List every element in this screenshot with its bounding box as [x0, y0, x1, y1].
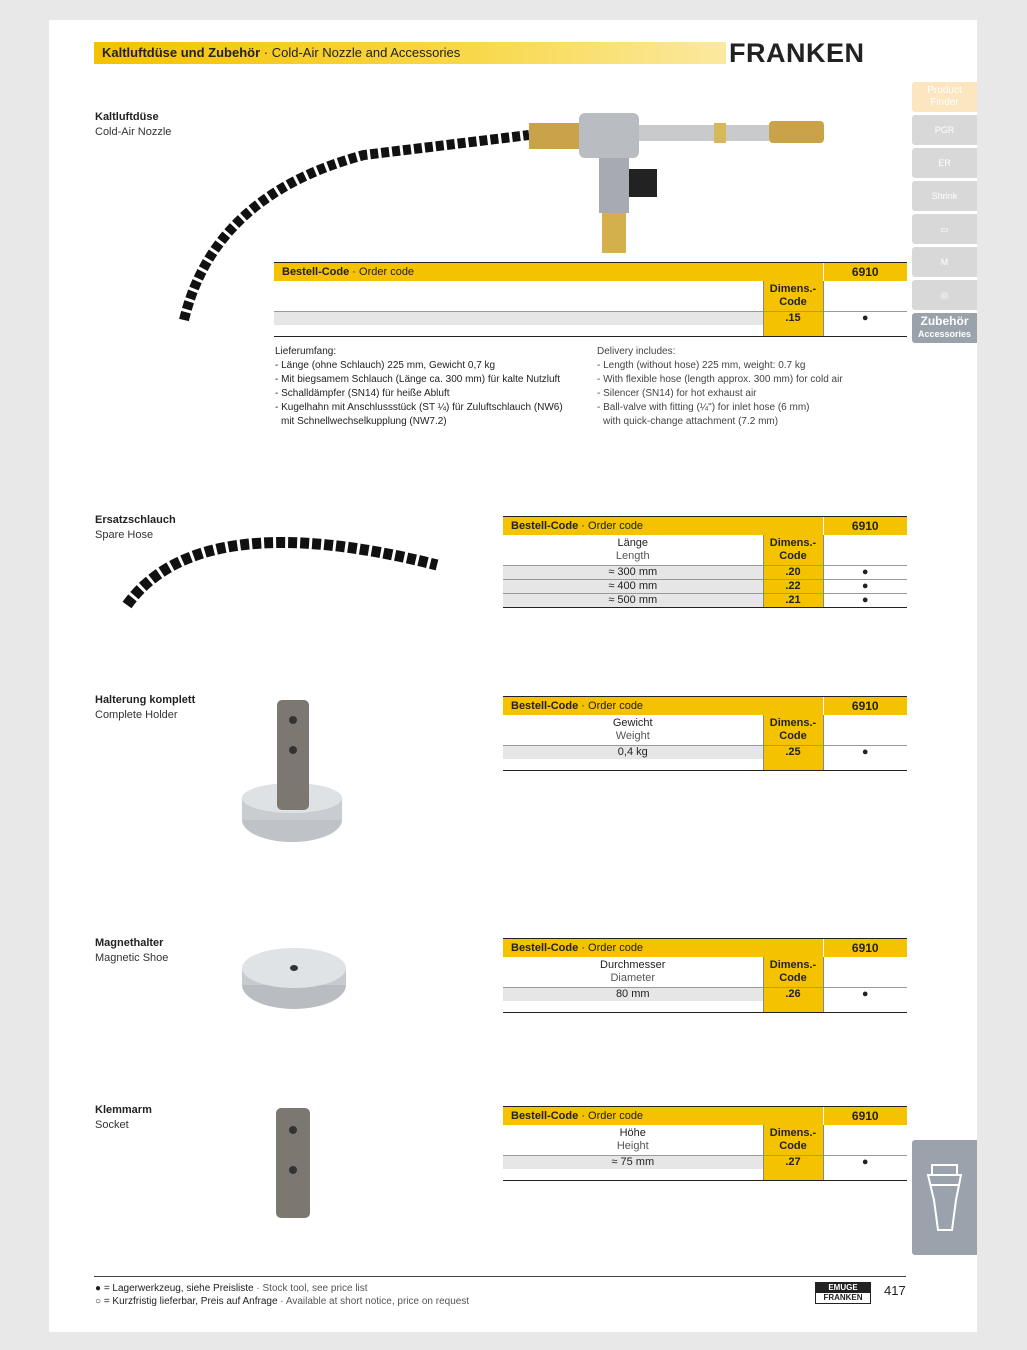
tab-accessories[interactable]: Zubehör Accessories — [912, 313, 977, 343]
footer-divider — [94, 1276, 906, 1277]
table-row: ≈ 300 mm .20 ● — [503, 565, 907, 579]
table-row: 80 mm .26 ● — [503, 987, 907, 1001]
page-header — [94, 42, 726, 64]
table-row: ≈ 500 mm .21 ● — [503, 593, 907, 607]
order-table-socket: Bestell-Code · Order code 6910 Höhe Height Dimens.- Code ≈ 75 mm .27 ● — [503, 1106, 907, 1181]
table-row: ≈ 400 mm .22 ● — [503, 579, 907, 593]
table-row: .15 ● — [274, 311, 907, 325]
product-title-spare-hose: Ersatzschlauch Spare Hose — [95, 514, 176, 541]
tab-pgr[interactable]: PGR — [912, 115, 977, 145]
product-title-socket: Klemmarm Socket — [95, 1104, 152, 1131]
order-table-holder: Bestell-Code · Order code 6910 Gewicht Weight Dimens.- Code 0,4 kg .25 ● — [503, 696, 907, 771]
tab-holder-icon[interactable] — [912, 214, 977, 244]
emuge-franken-logo: EMUGE FRANKEN — [815, 1282, 871, 1304]
complete-holder-image — [239, 695, 349, 850]
order-table-nozzle: Bestell-Code · Order code 6910 Dimens.- Code .15 ● — [274, 262, 907, 337]
tab-disc-icon[interactable] — [912, 280, 977, 310]
product-title-nozzle: Kaltluftdüse Cold-Air Nozzle — [95, 111, 172, 138]
header-title-de: Kaltluftdüse und Zubehör — [102, 45, 261, 60]
tab-er[interactable]: ER — [912, 148, 977, 178]
tab-product-finder[interactable]: Product Finder — [912, 82, 977, 112]
tool-holder-tab[interactable] — [912, 1140, 977, 1255]
spare-hose-image — [119, 515, 449, 615]
disc-icon: ◎ — [940, 290, 949, 300]
order-table-magnetic-shoe: Bestell-Code · Order code 6910 Durchmesser Diameter Dimens.- Code 80 mm .26 ● — [503, 938, 907, 1013]
table-row: 0,4 kg .25 ● — [503, 745, 907, 759]
catalog-page — [49, 20, 977, 1332]
tab-shrink[interactable]: Shrink — [912, 181, 977, 211]
footer-legend: ● = Lagerwerkzeug, siehe Preisliste · Stock tool, see price list ○ = Kurzfristig lieferbar, Preis auf Anfrage · Available at short notice, price on request — [95, 1283, 470, 1307]
delivery-info-en: Delivery includes: - Length (without hose) 225 mm, weight: 0.7 kg - With flexible hose (length approx. 300 mm) for cold air - Silencer (SN14) for hot exhaust air - Ball-valve with fitting (¼") for inlet hose (6 mm) with quick-change attachment (7.2 mm) — [597, 346, 843, 427]
delivery-info-de: Lieferumfang: - Länge (ohne Schlauch) 225 mm, Gewicht 0,7 kg - Mit biegsamem Schlauch (Länge ca. 300 mm) für kalte Nutzluft - Schalldämpfer (SN14) für heiße Abluft - Kugelhahn mit Anschlussstück (ST ¼) für Zuluftschlauch (NW6) mit Schnellwechselkupplung (NW7.2) — [275, 346, 563, 427]
header-title-en: · Cold-Air Nozzle and Accessories — [260, 45, 461, 60]
product-title-magnetic-shoe: Magnethalter Magnetic Shoe — [95, 937, 169, 964]
order-table-spare-hose: Bestell-Code · Order code 6910 Länge Length Dimens.- Code ≈ 300 mm .20 ● ≈ 400 mm .22 ● ≈ 500 mm .21 ● — [503, 516, 907, 608]
page-number: 417 — [884, 1283, 906, 1298]
tab-m[interactable]: M — [912, 247, 977, 277]
socket-image — [271, 1105, 316, 1220]
holder-icon: ▭ — [940, 224, 949, 234]
magnetic-shoe-image — [239, 940, 349, 1015]
table-row: ≈ 75 mm .27 ● — [503, 1155, 907, 1169]
brand-logo: FRANKEN — [729, 38, 865, 68]
tool-holder-icon — [912, 1140, 977, 1255]
product-title-holder: Halterung komplett Complete Holder — [95, 694, 196, 721]
